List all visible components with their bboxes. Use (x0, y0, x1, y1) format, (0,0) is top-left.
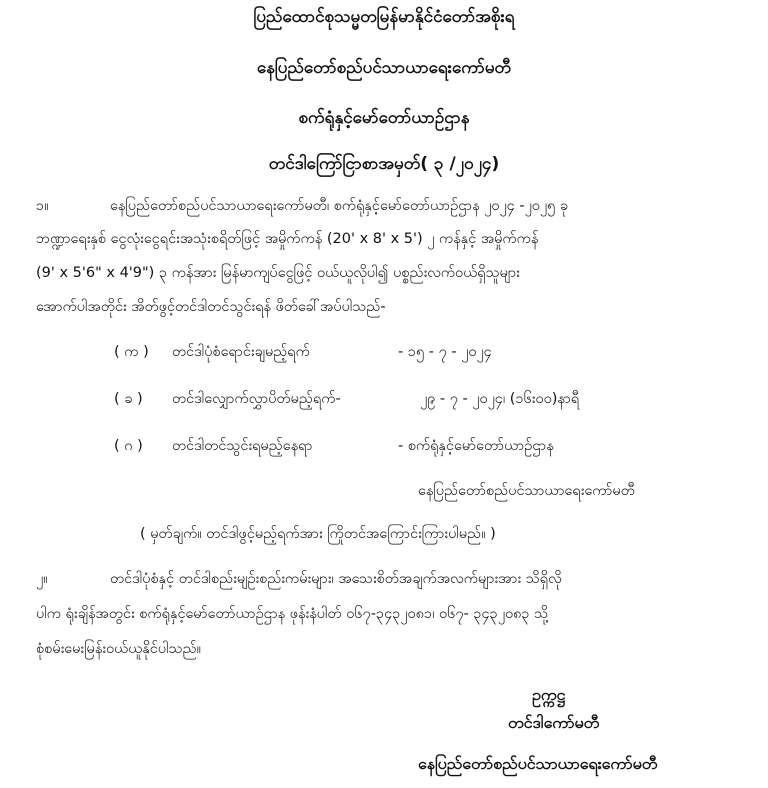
item-label: တင်ဒါတင်သွင်းရမည့်နေရာ (172, 438, 313, 454)
signature-organization: နေပြည်တော်စည်ပင်သာယာရေးကော်မတီ (418, 754, 658, 773)
item-value: - စက်ရုံနှင့်မော်တော်ယာဉ်ဌာန (398, 438, 554, 454)
item-label: တင်ဒါပုံစံရောင်းချမည့်ရက် (172, 344, 310, 360)
notice-number-heading: တင်ဒါကြော်ငြာစာအမှတ်( ၃ /၂၀၂၄) (268, 154, 500, 174)
paragraph-1-line: ဘဏ္ဍာရေးနှစ် ငွေလုံးငွေရင်းအသုံးစရိတ်ဖြင့် အမှိုက်ကန် (20' x 8' x 5') ၂ ကန်နှင့် အမှိုက်ကန် (36, 231, 539, 247)
item-marker: ( ဂ ) (114, 438, 143, 454)
department-heading: စက်ရုံနှင့်မော်တော်ယာဉ်ဌာန (298, 108, 470, 128)
item-value: - ၁၅ - ၇ - ၂၀၂၄ (398, 344, 492, 360)
paragraph-1-line: အောက်ပါအတိုင်း အိတ်ဖွင့်တင်ဒါတင်သွင်းရန် ဖိတ်ခေါ်အပ်ပါသည်- (36, 299, 386, 315)
paragraph-1-number: ၁။ (36, 198, 49, 214)
item-label: တင်ဒါလျှောက်လွှာပိတ်မည့်ရက်- (172, 391, 341, 407)
item-marker: ( ခ ) (114, 391, 143, 407)
signature-title: ဥက္ကဋ္ဌ (532, 685, 566, 704)
item-value: ၂၉ - ၇ - ၂၀၂၄၊ (၁၆း၀၀)နာရီ (420, 391, 580, 407)
remark-note: ( မှတ်ချက်။ တင်ဒါဖွင့်မည့်ရက်အား ကြိုတင်အကြောင်းကြားပါမည်။ ) (140, 526, 496, 542)
paragraph-2-line: စုံစမ်းမေးမြန်းဝယ်ယူနိုင်ပါသည်။ (36, 641, 202, 657)
committee-heading: နေပြည်တော်စည်ပင်သာယာရေးကော်မတီ (256, 58, 512, 78)
signature-committee: တင်ဒါကော်မတီ (508, 713, 600, 732)
paragraph-2-line: ပါက ရုံးချိန်အတွင်း စက်ရုံနှင့်မော်တော်ယာဉ်ဌာန ဖုန်းနံပါတ် ၀၆၇-၃၄၃၂၀၈၁၊ ၀၆၇- ၃၄၃၂၀၈၃ သို့ (36, 606, 549, 622)
submission-place-continuation: နေပြည်တော်စည်ပင်သာယာရေးကော်မတီ (418, 483, 635, 499)
item-marker: ( က ) (114, 344, 149, 360)
paragraph-2-number: ၂။ (36, 571, 48, 587)
government-heading: ပြည်ထောင်စုသမ္မတမြန်မာနိုင်ငံတော်အစိုးရ (253, 7, 515, 27)
paragraph-2-line: တင်ဒါပုံစံနှင့် တင်ဒါစည်းမျဉ်းစည်းကမ်းများ၊ အသေးစိတ်အချက်အလက်များအား သိရှိလို (110, 571, 562, 587)
paragraph-1-line: နေပြည်တော်စည်ပင်သာယာရေးကော်မတီ၊ စက်ရုံနှင့်မော်တော်ယာဉ်ဌာန ၂၀၂၄ -၂၀၂၅ ခု (110, 198, 568, 214)
paragraph-1-line: (9' x 5'6" x 4'9") ၃ ကန်အား မြန်မာကျပ်ငွေဖြင့် ဝယ်ယူလိုပါ၍ ပစ္စည်းလက်ဝယ်ရှိသူများ (36, 265, 520, 281)
